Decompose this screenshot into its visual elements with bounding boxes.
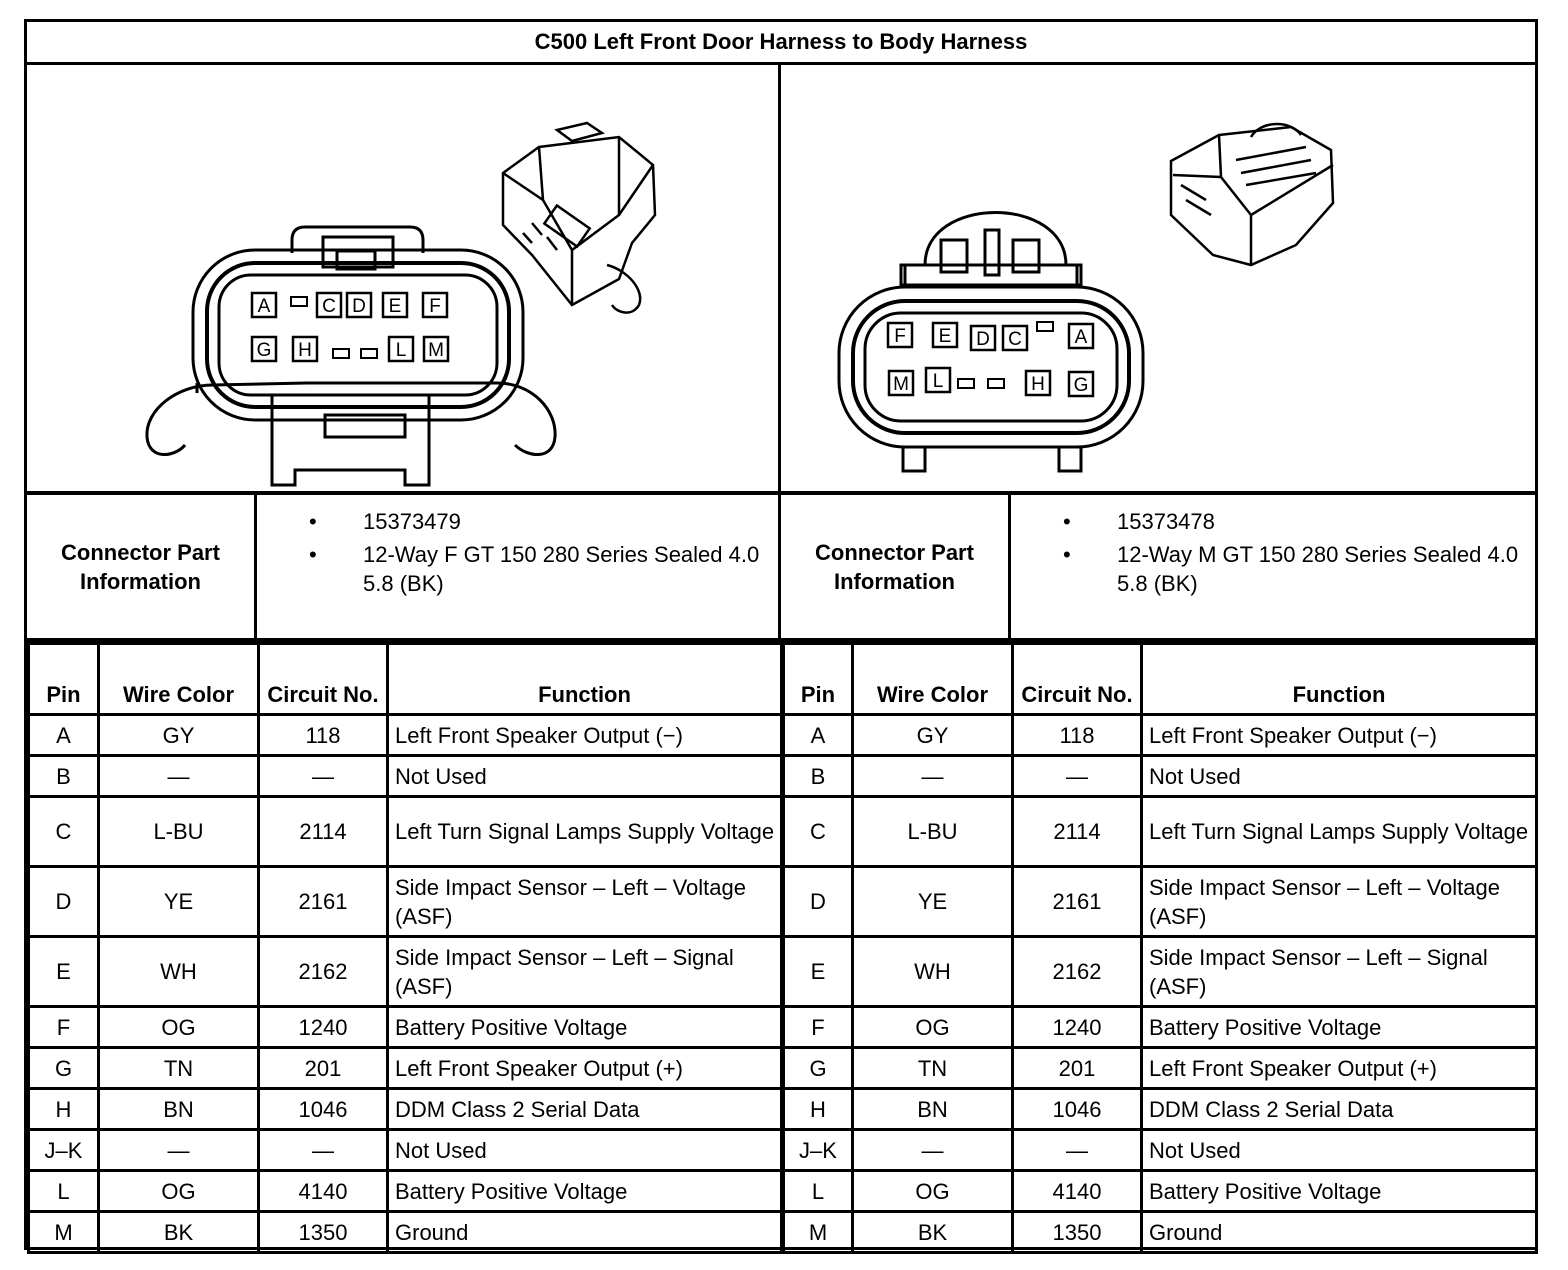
wire-color-cell: — [99,1130,259,1171]
function-cell: Left Front Speaker Output (+) [388,1048,783,1089]
cavity-label: E [938,326,952,347]
cavity-label: L [932,371,944,392]
cavity-label: F [894,326,906,347]
left-mount-ear [147,385,213,455]
empty-cavity [1037,322,1053,331]
circuit-cell: 1240 [259,1007,388,1048]
right-foot [1059,447,1081,471]
pin-cell: E [29,937,99,1007]
cavity-label: G [1073,375,1089,396]
info-label-right: Connector Part Information [781,495,1011,638]
pin-cell: H [783,1089,853,1130]
circuit-cell: 2161 [1013,867,1142,937]
cavity-label: E [388,296,402,317]
table-row [29,715,1537,756]
pin-cell: J–K [29,1130,99,1171]
female-cavity-grid [252,293,448,361]
empty-cavity [958,379,974,388]
circuit-cell: — [259,1130,388,1171]
header-circuit-no: Circuit No. [259,644,388,715]
bullet-icon [257,540,363,598]
circuit-cell: 2162 [1013,937,1142,1007]
male-cavity-grid [888,322,1093,396]
wire-color-cell: — [99,756,259,797]
function-cell: Side Impact Sensor – Left – Voltage (ASF) [1142,867,1537,937]
pin-cell: D [783,867,853,937]
table-row [29,867,1537,937]
pin-cell: B [783,756,853,797]
circuit-cell: 2114 [1013,797,1142,867]
function-cell: Left Turn Signal Lamps Supply Voltage [1142,797,1537,867]
cavity-label: G [256,340,272,361]
wire-color-cell: GY [99,715,259,756]
header-pin: Pin [783,644,853,715]
female-connector-face-view [27,65,778,492]
table-row [29,937,1537,1007]
circuit-cell: 1046 [1013,1089,1142,1130]
bullet-icon [1011,507,1117,536]
cavity-label: A [257,296,271,317]
table-row [29,1171,1537,1212]
cavity-label: M [428,340,444,361]
pin-cell: F [783,1007,853,1048]
function-cell: Battery Positive Voltage [1142,1007,1537,1048]
female-connector-iso-view [503,123,655,313]
circuit-cell: 118 [1013,715,1142,756]
function-cell: Not Used [388,756,783,797]
header-function: Function [388,644,783,715]
cavity-label: D [976,329,990,350]
circuit-cell: 1240 [1013,1007,1142,1048]
cavity-label: L [395,340,407,361]
wire-color-cell: GY [853,715,1013,756]
pin-cell: B [29,756,99,797]
male-connector-face-view [781,65,1538,492]
circuit-cell: 4140 [1013,1171,1142,1212]
wire-color-cell: TN [99,1048,259,1089]
pin-cell: M [783,1212,853,1253]
info-label-left: Connector Part Information [27,495,257,638]
header-wire-color: Wire Color [99,644,259,715]
header-wire-color: Wire Color [853,644,1013,715]
bullet-icon [257,507,363,536]
function-cell: Not Used [388,1130,783,1171]
table-row [29,1212,1537,1253]
pinout-table [27,642,1538,1254]
function-cell: Ground [1142,1212,1537,1253]
circuit-cell: — [1013,756,1142,797]
function-cell: Not Used [1142,1130,1537,1171]
circuit-cell: 2162 [259,937,388,1007]
pin-cell: E [783,937,853,1007]
wire-color-cell: WH [853,937,1013,1007]
circuit-cell: 2114 [259,797,388,867]
wire-color-cell: BK [99,1212,259,1253]
empty-cavity [333,349,349,358]
circuit-cell: 2161 [259,867,388,937]
wire-color-cell: BK [853,1212,1013,1253]
bullet-icon [1011,540,1117,598]
function-cell: Battery Positive Voltage [1142,1171,1537,1212]
part-info-item: • 15373479 [257,507,778,536]
connector-shell [839,287,1143,447]
circuit-cell: 201 [1013,1048,1142,1089]
wire-color-cell: — [853,756,1013,797]
pin-cell: M [29,1212,99,1253]
cavity-label: A [1074,327,1088,348]
circuit-cell: — [1013,1130,1142,1171]
wire-color-cell: YE [853,867,1013,937]
wire-color-cell: OG [99,1171,259,1212]
cavity-label: D [352,296,366,317]
pin-cell: G [783,1048,853,1089]
table-header-row [29,644,1537,715]
function-cell: Ground [388,1212,783,1253]
part-info-list-right [1011,495,1535,638]
empty-cavity [291,297,307,306]
wire-color-cell: L-BU [853,797,1013,867]
cavity-label: C [1008,329,1022,350]
header-pin: Pin [29,644,99,715]
circuit-cell: 1350 [1013,1212,1142,1253]
circuit-cell: 1350 [259,1212,388,1253]
connector-drawings [27,65,1535,495]
pin-cell: L [29,1171,99,1212]
connector-part-information-row [27,495,1535,642]
wire-color-cell: OG [853,1007,1013,1048]
part-info-list-left [257,495,778,638]
header-function: Function [1142,644,1537,715]
female-connector-drawing [27,65,781,491]
pin-cell: J–K [783,1130,853,1171]
pin-cell: A [783,715,853,756]
wire-color-cell: — [853,1130,1013,1171]
function-cell: Battery Positive Voltage [388,1007,783,1048]
wire-color-cell: YE [99,867,259,937]
pin-cell: G [29,1048,99,1089]
function-cell: Side Impact Sensor – Left – Signal (ASF) [388,937,783,1007]
table-row [29,756,1537,797]
function-cell: Left Turn Signal Lamps Supply Voltage [388,797,783,867]
header-circuit-no: Circuit No. [1013,644,1142,715]
table-row [29,1007,1537,1048]
wire-color-cell: BN [99,1089,259,1130]
table-row [29,1130,1537,1171]
sheet-title: C500 Left Front Door Harness to Body Harness [27,22,1535,65]
circuit-cell: 118 [259,715,388,756]
wire-color-cell: WH [99,937,259,1007]
part-info-item: • 15373478 [1011,507,1535,536]
function-cell: Side Impact Sensor – Left – Signal (ASF) [1142,937,1537,1007]
pin-cell: C [783,797,853,867]
left-part-info [27,495,781,638]
function-cell: Side Impact Sensor – Left – Voltage (ASF) [388,867,783,937]
circuit-cell: 201 [259,1048,388,1089]
empty-cavity [988,379,1004,388]
function-cell: Left Front Speaker Output (−) [388,715,783,756]
table-row [29,1089,1537,1130]
wire-color-cell: TN [853,1048,1013,1089]
function-cell: Left Front Speaker Output (−) [1142,715,1537,756]
cavity-label: M [893,374,909,395]
function-cell: Battery Positive Voltage [388,1171,783,1212]
cavity-label: H [1031,374,1045,395]
pin-cell: C [29,797,99,867]
cavity-label: H [298,340,312,361]
pin-cell: L [783,1171,853,1212]
left-foot [903,447,925,471]
right-part-info [781,495,1535,638]
function-cell: Not Used [1142,756,1537,797]
wire-color-cell: OG [99,1007,259,1048]
empty-cavity [361,349,377,358]
pin-cell: A [29,715,99,756]
function-cell: Left Front Speaker Output (+) [1142,1048,1537,1089]
pin-cell: D [29,867,99,937]
wire-color-cell: L-BU [99,797,259,867]
part-info-item: • 12-Way M GT 150 280 Series Sealed 4.0 5.8 (BK) [1011,540,1535,598]
circuit-cell: — [259,756,388,797]
table-row [29,1048,1537,1089]
pin-cell: H [29,1089,99,1130]
part-info-item: • 12-Way F GT 150 280 Series Sealed 4.0 5.8 (BK) [257,540,778,598]
pin-cell: F [29,1007,99,1048]
male-connector-iso-view [1171,124,1333,265]
pinout-sheet [24,19,1538,1250]
cavity-label: F [429,296,441,317]
circuit-cell: 4140 [259,1171,388,1212]
wire-color-cell: OG [853,1171,1013,1212]
function-cell: DDM Class 2 Serial Data [388,1089,783,1130]
male-connector-drawing [781,65,1535,491]
function-cell: DDM Class 2 Serial Data [1142,1089,1537,1130]
wire-color-cell: BN [853,1089,1013,1130]
circuit-cell: 1046 [259,1089,388,1130]
table-row [29,797,1537,867]
cavity-label: C [322,296,336,317]
